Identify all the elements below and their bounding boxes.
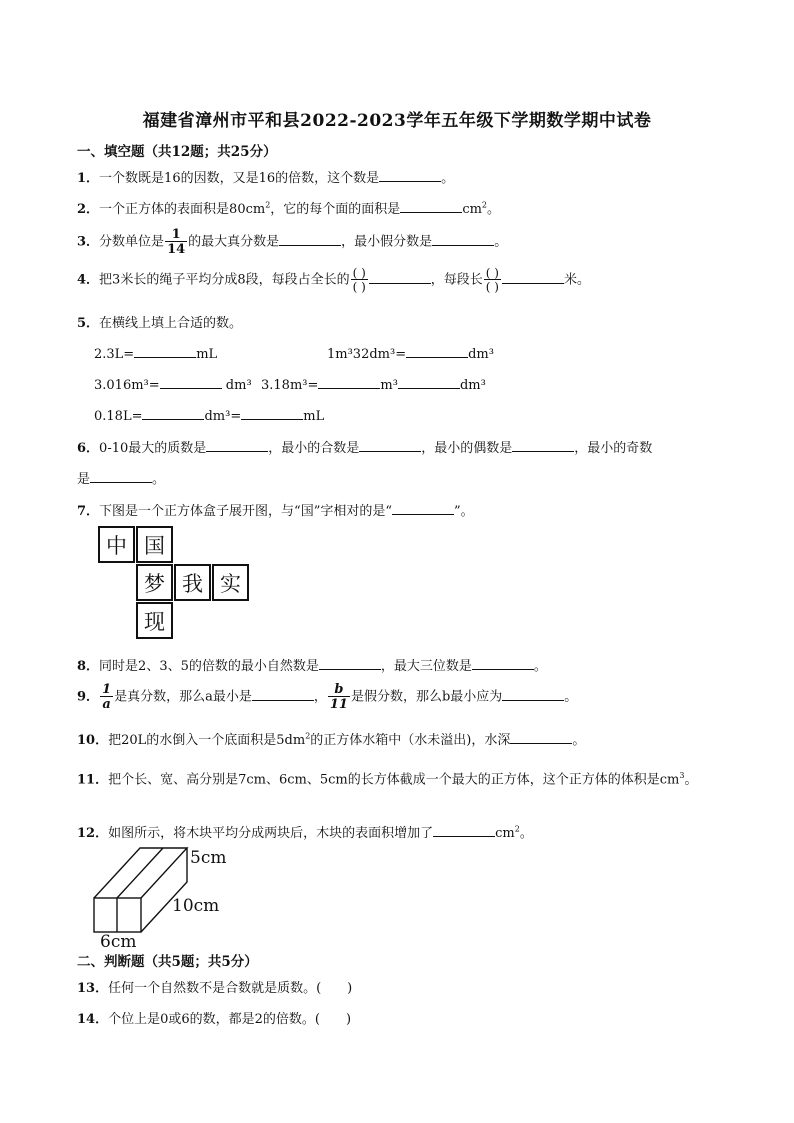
question-number: 7． — [77, 504, 100, 519]
question-text: 一个正方体的表面积是80cm — [99, 202, 266, 217]
unit-text: dm³ — [468, 347, 494, 362]
question-text-end: ”。 — [454, 504, 474, 519]
conversion-text: 2.3L= — [94, 347, 135, 362]
answer-blank[interactable] — [512, 438, 574, 452]
section-heading-true-false: 二、判断题（共5题；共5分） — [77, 954, 258, 970]
answer-blank[interactable] — [398, 375, 460, 389]
question-text: 0-10最大的质数是 — [99, 441, 207, 456]
conversion-text: 0.18L= — [94, 409, 143, 424]
question-text: 一个数既是16的因数，又是16的倍数，这个数是 — [99, 171, 380, 186]
q5-row3 — [94, 406, 324, 424]
fraction-denominator: ( ) — [352, 280, 366, 294]
answer-blank[interactable] — [502, 687, 564, 701]
net-cell: 梦 — [136, 564, 173, 601]
question-number: 8． — [77, 659, 100, 674]
question-number: 5． — [77, 316, 100, 331]
question-8 — [77, 655, 547, 674]
q5-row2-right — [261, 375, 486, 393]
net-cell: 现 — [136, 602, 173, 639]
unit-text: cm — [659, 772, 680, 788]
answer-blank[interactable] — [241, 406, 303, 420]
question-5 — [77, 312, 242, 331]
question-text: 同时是2、3、5的倍数的最小自然数是 — [99, 659, 319, 674]
unit-text: cm — [462, 202, 482, 217]
height-label: 5cm — [190, 848, 227, 868]
question-text: 下图是一个正方体盒子展开图，与“国”字相对的是“ — [99, 504, 392, 519]
question-10 — [77, 729, 585, 748]
conversion-text: 3.016m³= — [94, 378, 160, 393]
answer-blank[interactable] — [252, 687, 314, 701]
superscript: 2 — [265, 200, 271, 210]
unit-text: cm — [495, 826, 515, 841]
question-3 — [77, 228, 507, 256]
fraction-blank[interactable] — [484, 267, 501, 293]
question-number: 9． — [77, 689, 100, 705]
question-text-end: 。 — [572, 733, 586, 748]
unit-text: m³ — [380, 378, 398, 393]
answer-blank[interactable] — [318, 375, 380, 389]
question-number: 1． — [77, 171, 100, 186]
question-text-end: 。 — [441, 171, 455, 186]
superscript: 2 — [305, 731, 311, 741]
answer-blank[interactable] — [502, 270, 564, 284]
question-text: 个位上是0或6的数，都是2的倍数。( ) — [108, 1012, 352, 1027]
answer-blank[interactable] — [279, 232, 341, 246]
question-text: ，每段长 — [430, 272, 483, 288]
question-number: 2． — [77, 202, 100, 217]
net-cell: 我 — [174, 564, 211, 601]
answer-blank[interactable] — [206, 438, 268, 452]
width-label: 6cm — [100, 932, 137, 952]
unit-text: dm³= — [204, 409, 242, 424]
question-number: 11． — [77, 772, 109, 788]
question-number: 6． — [77, 441, 100, 456]
question-text: 是真分数，那么a最小是 — [114, 689, 252, 705]
question-number: 10． — [77, 733, 109, 748]
question-text-end: 。 — [494, 234, 508, 250]
answer-blank[interactable] — [400, 199, 462, 213]
question-text: ，最小假分数是 — [341, 234, 433, 250]
question-text-end: 。 — [564, 689, 578, 705]
question-text: 分数单位是 — [99, 234, 165, 250]
question-14 — [77, 1008, 351, 1027]
answer-blank[interactable] — [510, 730, 572, 744]
answer-blank[interactable] — [432, 232, 494, 246]
fraction-denominator: 14 — [167, 242, 186, 257]
fraction — [165, 228, 187, 256]
answer-blank[interactable] — [90, 469, 152, 483]
question-text: 把20L的水倒入一个底面积是5dm — [108, 733, 306, 748]
question-number: 3． — [77, 234, 100, 250]
question-7 — [77, 500, 474, 519]
section-heading-fill-in: 一、填空题（共12题；共25分） — [77, 144, 277, 160]
question-number: 14． — [77, 1012, 109, 1027]
answer-blank[interactable] — [379, 168, 441, 182]
fraction-numerator: ( ) — [352, 266, 366, 280]
answer-blank[interactable] — [319, 656, 381, 670]
unit-text: dm³ — [459, 378, 486, 393]
question-text: ，最小的合数是 — [268, 441, 360, 456]
answer-blank[interactable] — [142, 406, 204, 420]
conversion-text: 1m³32dm³= — [327, 347, 407, 362]
question-text: 是 — [77, 472, 91, 487]
question-text: 任何一个自然数不是合数就是质数。( ) — [108, 981, 353, 996]
question-text: ，最小的偶数是 — [421, 441, 513, 456]
question-2: 2．一个正方体的表面积是$80cm^2$，它的每个面的面积是 $cm^2$。 — [77, 200, 501, 217]
conversion-text: 3.18m³= — [261, 378, 319, 393]
fraction-numerator: b — [334, 682, 344, 697]
question-text: ，最大三位数是 — [380, 659, 472, 674]
unit-text: mL — [303, 409, 325, 424]
question-text-end: 。 — [684, 772, 698, 788]
net-cell: 实 — [212, 564, 249, 601]
question-text-end: 。 — [487, 202, 501, 217]
net-cell: 国 — [136, 526, 173, 563]
question-9: 9． $\frac{1}{a}$ 是真分数，那么a最小是 ， $\frac{b}{11}$ 是假分数，那么b最小应为 。 — [77, 682, 578, 712]
question-text: ，最小的奇数 — [574, 441, 653, 456]
answer-blank[interactable] — [433, 823, 495, 837]
answer-blank[interactable] — [406, 344, 468, 358]
question-12 — [77, 822, 533, 841]
question-number: 12． — [77, 826, 109, 841]
fraction-numerator: ( ) — [485, 266, 499, 280]
question-6-cont — [77, 468, 165, 487]
length-label: 10cm — [172, 896, 220, 916]
cuboid-drawing — [90, 842, 190, 937]
question-4 — [77, 267, 590, 293]
fraction-numerator: 1 — [102, 682, 112, 697]
unit-text: mL — [196, 347, 218, 362]
question-6 — [77, 437, 652, 456]
fraction-denominator: 11 — [329, 697, 348, 712]
question-text: 把个长、宽、高分别是7cm、6cm、5cm的长方体截成一个最大的正方体，这个正方体的体积是 — [108, 772, 660, 788]
question-11 — [77, 760, 727, 795]
q5-row1-left — [94, 344, 217, 362]
net-cell: 中 — [98, 526, 135, 563]
answer-blank[interactable] — [359, 438, 421, 452]
fraction-blank[interactable] — [351, 267, 368, 293]
question-text: 的最大真分数是 — [188, 234, 280, 250]
question-text-end: 。 — [152, 472, 166, 487]
fraction — [100, 683, 113, 711]
q5-row1-right — [327, 344, 494, 362]
fraction-numerator: 1 — [171, 227, 181, 242]
superscript: 2 — [514, 824, 520, 834]
question-number: 4． — [77, 272, 100, 288]
answer-blank[interactable] — [392, 501, 454, 515]
answer-blank[interactable] — [160, 375, 222, 389]
answer-blank[interactable] — [369, 270, 431, 284]
question-text-end: 。 — [533, 659, 547, 674]
answer-blank[interactable] — [472, 656, 534, 670]
question-text-end: 米。 — [563, 272, 590, 288]
unit-text: dm³ — [225, 378, 252, 393]
question-number: 13． — [77, 981, 109, 996]
question-text: 是假分数，那么b最小应为 — [350, 689, 503, 705]
superscript: 3 — [679, 771, 685, 780]
fraction — [328, 683, 350, 711]
question-text: ，它的每个面的面积是 — [270, 202, 401, 217]
page-title: 福建省漳州市平和县2022-2023学年五年级下学期数学期中试卷 — [142, 111, 652, 131]
answer-blank[interactable] — [134, 344, 196, 358]
fraction-denominator: a — [100, 696, 113, 711]
question-text: 如图所示，将木块平均分成两块后，木块的表面积增加了 — [108, 826, 434, 841]
q5-row2-left — [94, 375, 252, 393]
question-text-end: 。 — [519, 826, 533, 841]
question-text: 的正方体水箱中（水未溢出)，水深 — [310, 733, 511, 748]
question-13 — [77, 977, 352, 996]
question-text: 把3米长的绳子平均分成8段，每段占全长的 — [99, 272, 350, 288]
fraction-denominator: ( ) — [485, 280, 499, 294]
question-1 — [77, 167, 454, 186]
question-text: 在横线上填上合适的数。 — [99, 316, 243, 331]
